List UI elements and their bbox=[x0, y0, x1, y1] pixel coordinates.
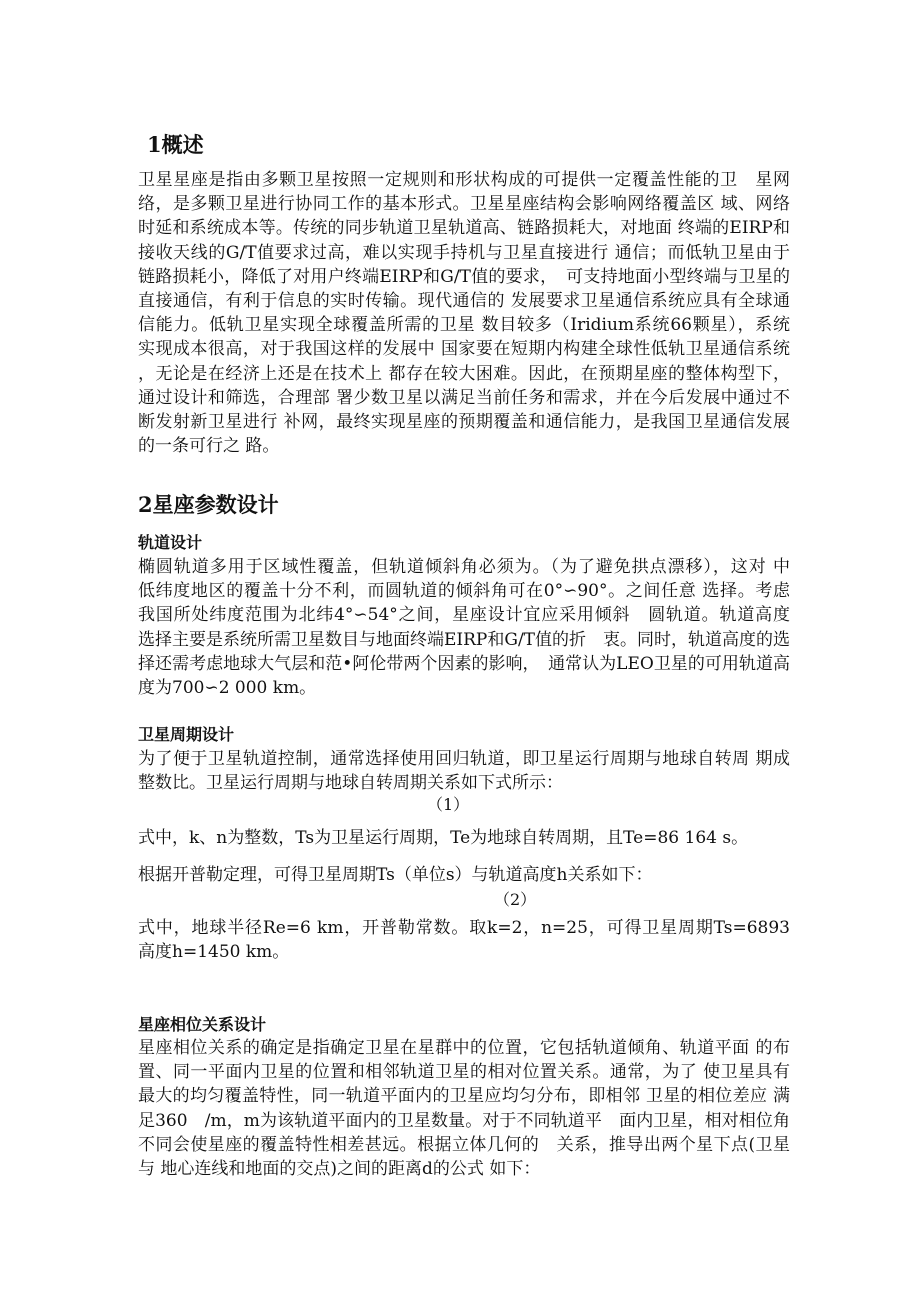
paragraph-line: 与 地心连线和地面的交点)之间的距离d的公式 如下： bbox=[138, 1159, 541, 1179]
paragraph-line: 的一条可行之 路。 bbox=[138, 436, 280, 457]
paragraph-line: 链路损耗小，降低了对用户终端EIRP和G/T值的要求， 可支持地面小型终端与卫星的 bbox=[138, 266, 790, 287]
paragraph-line: 根据开普勒定理，可得卫星周期Ts（单位s）与轨道高度h关系如下： bbox=[138, 865, 653, 885]
paragraph-line: 为了便于卫星轨道控制，通常选择使用回归轨道，即卫星运行周期与地球自转周 期成 bbox=[138, 749, 790, 769]
paragraph-line: 接收天线的G/T值要求过高，难以实现手持机与卫星直接进行 通信；而低轨卫星由于 bbox=[138, 242, 790, 263]
paragraph-line: 我国所处纬度范围为北纬4°∽54°之间，星座设计宜应采用倾斜 圆轨道。轨道高度 bbox=[138, 605, 790, 626]
paragraph-line: 置、同一平面内卫星的位置和相邻轨道卫星的相对位置关系。通常，为了 使卫星具有 bbox=[138, 1062, 790, 1083]
paragraph-line: 卫星星座是指由多颗卫星按照一定规则和形状构成的可提供一定覆盖性能的卫 星网 bbox=[138, 170, 790, 190]
paragraph-line: ，无论是在经济上还是在技术上 都存在较大困难。因此，在预期星座的整体构型下， bbox=[138, 363, 790, 384]
paragraph-line: 式中，k、n为整数，Ts为卫星运行周期，Te为地球自转周期，且Te=86 164 s。 bbox=[138, 828, 749, 848]
paragraph-line: 最大的均匀覆盖特性，同一轨道平面内的卫星应均匀分布，即相邻 卫星的相位差应 满 bbox=[138, 1086, 790, 1107]
section-2-title: 2星座参数设计 bbox=[138, 492, 279, 517]
paragraph-line: 不同会使星座的覆盖特性相差甚远。根据立体几何的 关系，推导出两个星下点(卫星 bbox=[138, 1134, 790, 1155]
section-1-title: 1概述 bbox=[147, 132, 204, 157]
paragraph-line: 时延和系统成本等。传统的同步轨道卫星轨道高、链路损耗大，对地面 终端的EIRP和 bbox=[138, 218, 790, 239]
period-design-title: 卫星周期设计 bbox=[138, 725, 235, 744]
paragraph-line: 足360 /m，m为该轨道平面内的卫星数量。对于不同轨道平 面内卫星，相对相位角 bbox=[138, 1110, 790, 1131]
paragraph-line: 度为700∽2 000 km。 bbox=[138, 678, 317, 698]
paragraph-line: 实现成本很高，对于我国这样的发展中 国家要在短期内构建全球性低轨卫星通信系统 bbox=[138, 339, 790, 360]
paragraph-line: 椭圆轨道多用于区域性覆盖，但轨道倾斜角必须为。（为了避免拱点漂移），这对 中 bbox=[138, 557, 790, 577]
paragraph-line: 星座相位关系的确定是指确定卫星在星群中的位置，它包括轨道倾角、轨道平面 的布 bbox=[138, 1038, 790, 1058]
paragraph-line: 择还需考虑地球大气层和范•阿伦带两个因素的影响， 通常认为LEO卫星的可用轨道高 bbox=[138, 653, 790, 674]
orbit-design-title: 轨道设计 bbox=[138, 533, 203, 552]
paragraph-line: 选择主要是系统所需卫星数目与地面终端EIRP和G/T值的折 衷。同时，轨道高度的选 bbox=[138, 629, 790, 650]
paragraph-line: 整数比。卫星运行周期与地球自转周期关系如下式所示： bbox=[138, 773, 563, 794]
phase-design-title: 星座相位关系设计 bbox=[138, 1015, 267, 1034]
paragraph-line: 高度h=1450 km。 bbox=[138, 942, 290, 963]
paragraph-line: 式中，地球半径Re=6 km，开普勒常数。取k=2，n=25，可得卫星周期Ts=6893 bbox=[138, 918, 790, 938]
paragraph-line: 断发射新卫星进行 补网，最终实现星座的预期覆盖和通信能力，是我国卫星通信发展 bbox=[138, 412, 790, 432]
equation-1-number: （1） bbox=[427, 795, 470, 814]
equation-2-number: （2） bbox=[494, 890, 537, 909]
paragraph-line: 络，是多颗卫星进行协同工作的基本形式。卫星星座结构会影响网络覆盖区 域、网络 bbox=[138, 194, 790, 215]
paragraph-line: 低纬度地区的覆盖十分不利，而圆轨道的倾斜角可在0°∽90°。之间任意 选择。考虑 bbox=[138, 581, 790, 602]
paragraph-line: 信能力。低轨卫星实现全球覆盖所需的卫星 数目较多（Iridium系统66颗星），系统 bbox=[138, 315, 790, 336]
paragraph-line: 直接通信，有利于信息的实时传输。现代通信的 发展要求卫星通信系统应具有全球通 bbox=[138, 291, 790, 311]
paragraph-line: 通过设计和筛选，合理部 署少数卫星以满足当前任务和需求，并在今后发展中通过不 bbox=[138, 387, 790, 408]
